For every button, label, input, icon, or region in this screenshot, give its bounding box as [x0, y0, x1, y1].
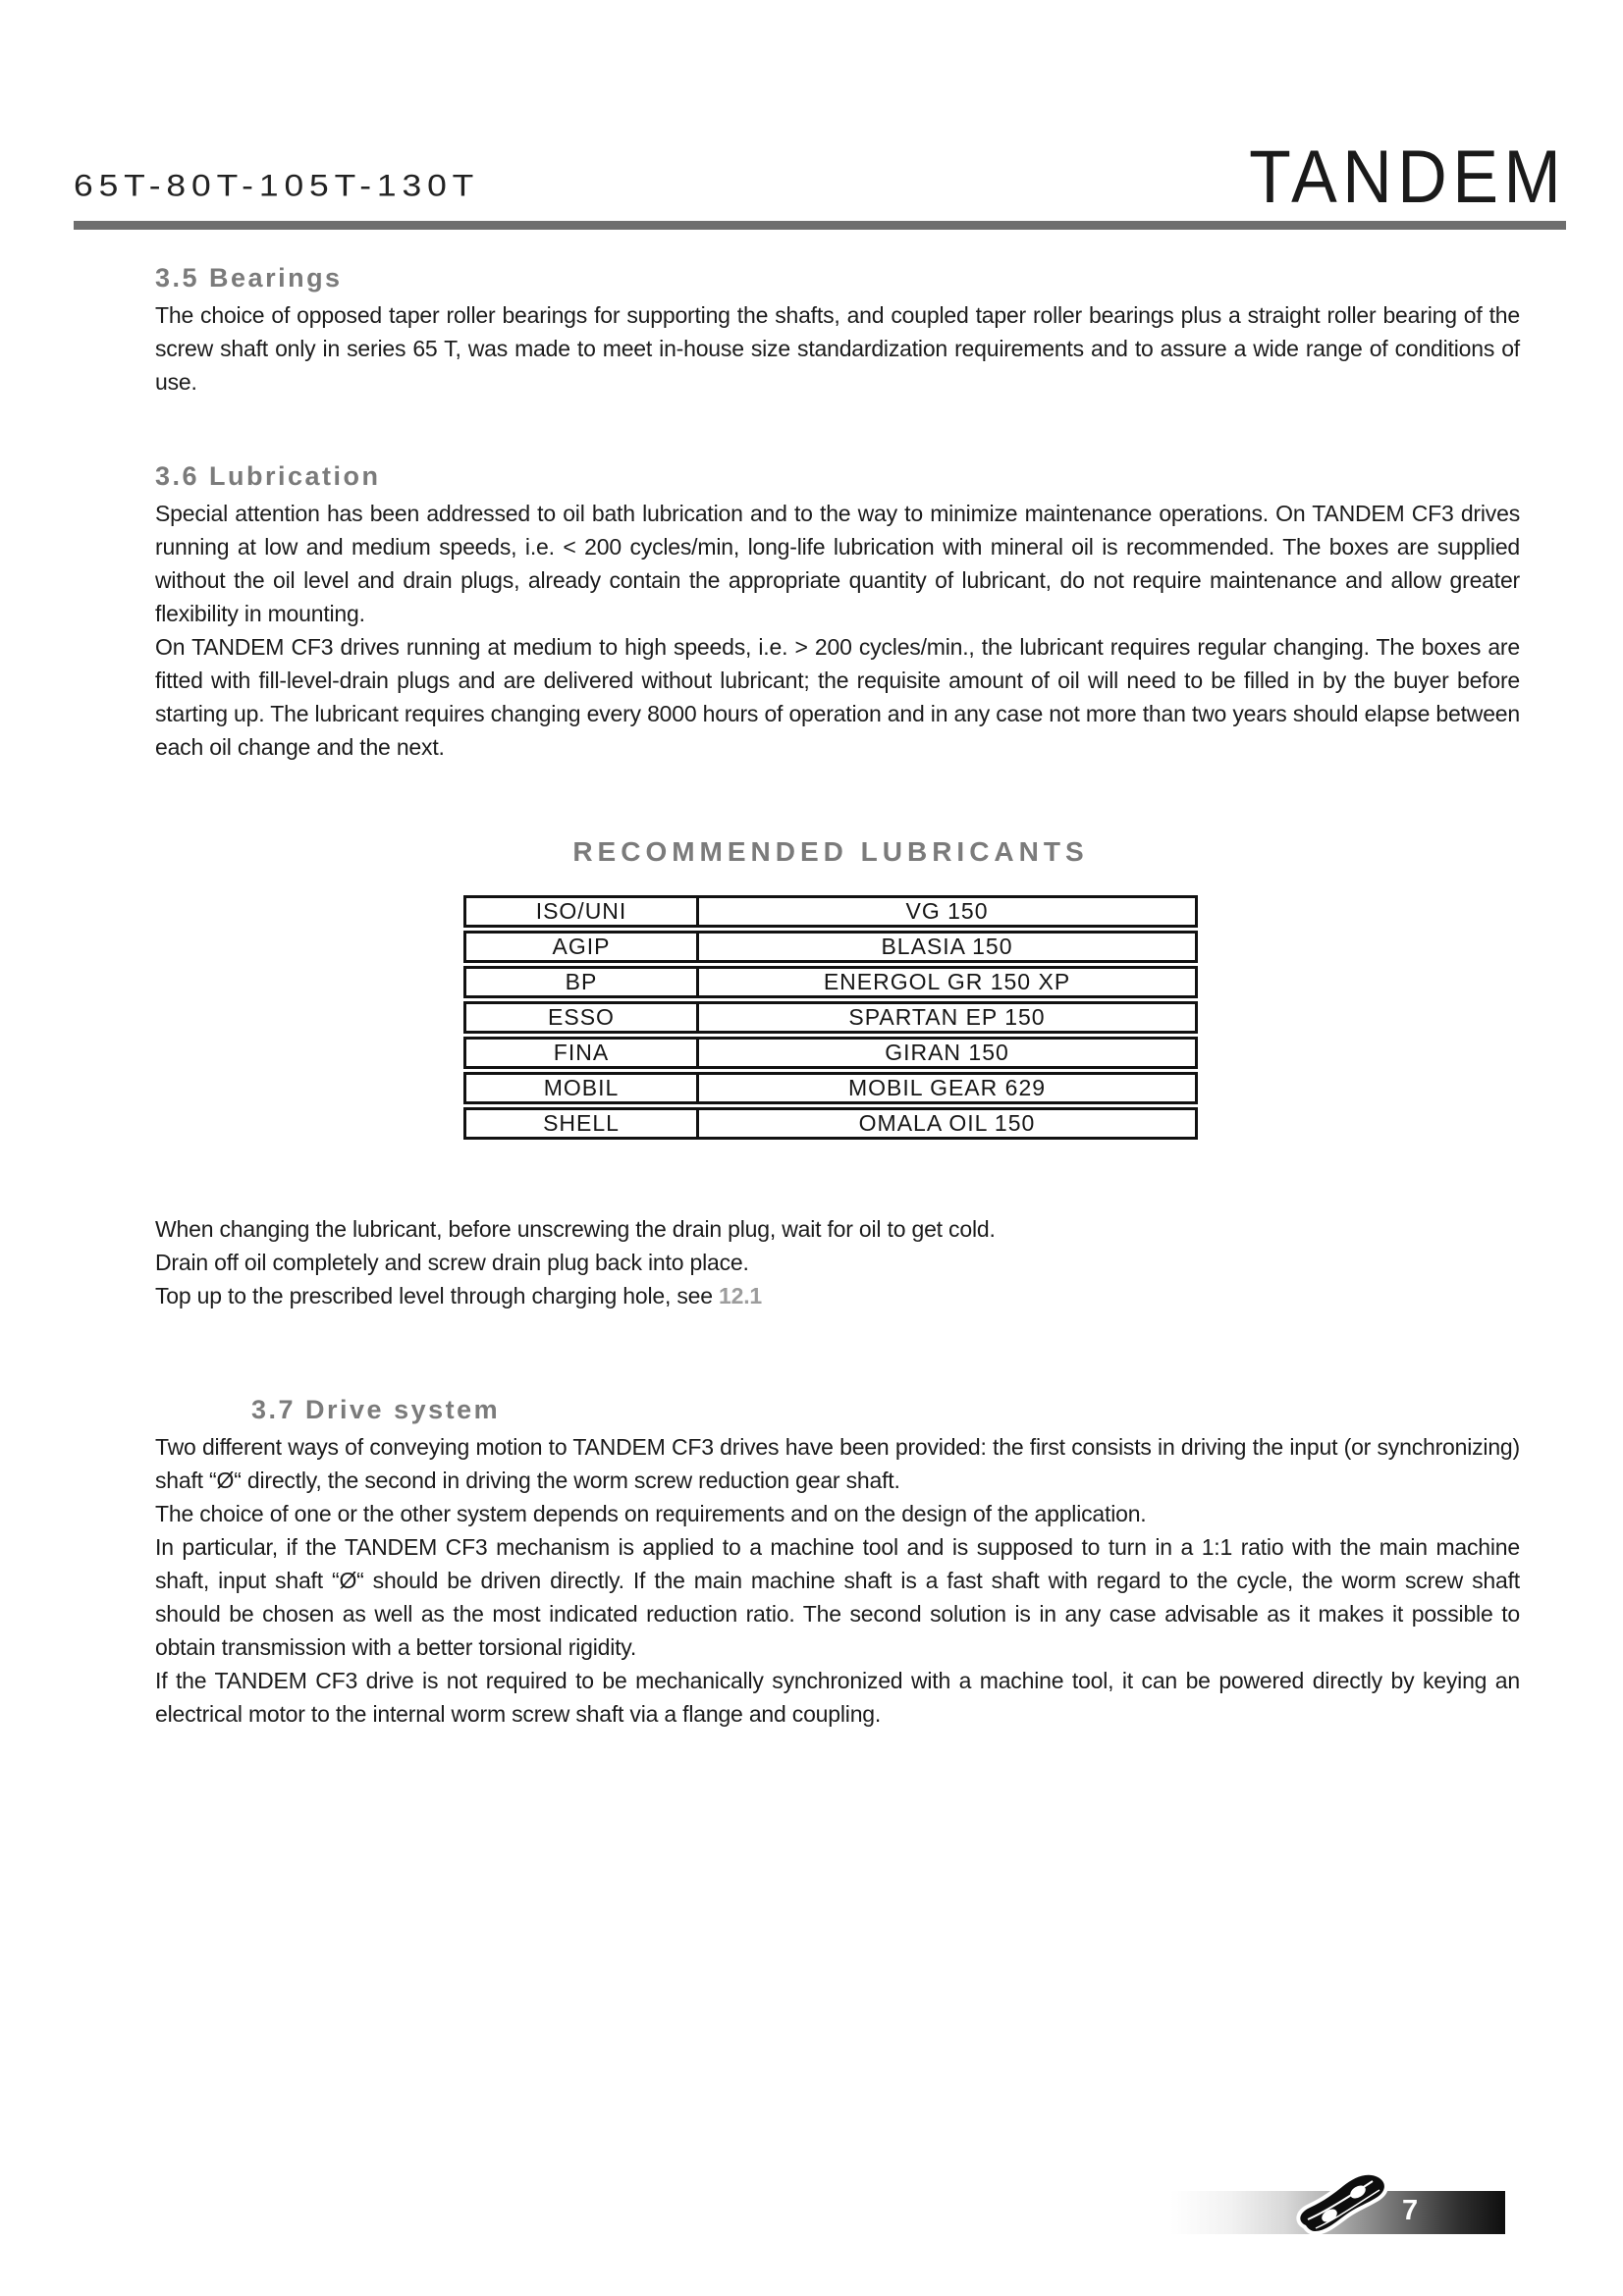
table-row [463, 1107, 1198, 1140]
lubrication-paragraph-2: On TANDEM CF3 drives running at medium to high speeds, i.e. > 200 cycles/min., the lubricant requires regular changing. The boxes are fitted with fill-level-drain plugs and are delivered without lubricant; the requisite amount of oil will need to be filled in by the buyer before starting up. The lubricant requires changing every 8000 hours of operation and in any case not more than two years should elapse between each oil change and the next. [155, 634, 1520, 761]
table-cell-product: ENERGOL GR 150 XP [696, 969, 1195, 995]
note-line-2: Drain off oil completely and screw drain plug back into place. [155, 1250, 749, 1276]
rope-knot-icon [1296, 2170, 1390, 2237]
table-cell-brand: MOBIL [543, 1075, 620, 1101]
table-cell-product: VG 150 [696, 898, 1195, 925]
page-number: 7 [1402, 2195, 1419, 2226]
section-heading-bearings: 3.5 Bearings [155, 263, 343, 294]
table-cell-product: OMALA OIL 150 [696, 1110, 1195, 1137]
note-line-3-text: Top up to the prescribed level through charging hole, see [155, 1283, 720, 1309]
drive-system-paragraph-4: If the TANDEM CF3 drive is not required to be mechanically synchronized with a machine tool, it can be powered directly by keying an electrical motor to the internal worm screw shaft via a flange and coupling. [155, 1668, 1520, 1728]
table-row [463, 1072, 1198, 1104]
drive-system-paragraph-3: In particular, if the TANDEM CF3 mechanism is applied to a machine tool and is supposed to turn in a 1:1 ratio with the main machine shaft, input shaft “Ø“ should be driven directly. If the main machine shaft is a fast shaft with regard to the cycle, the worm screw shaft should be chosen as well as the most indicated reduction ratio. The second solution is in any case advisable as it makes it possible to obtain transmission with a better torsional rigidity. [155, 1534, 1520, 1661]
table-cell-brand: FINA [553, 1040, 610, 1066]
section-12-1-reference[interactable]: 12.1 [719, 1283, 762, 1309]
table-cell-brand: ISO/UNI [535, 898, 627, 925]
note-line-3 [155, 1279, 1520, 1312]
drive-system-paragraph-1: Two different ways of conveying motion to TANDEM CF3 drives have been provided: the first consists in driving the input (or synchronizing) shaft “Ø“ directly, the second in driving the worm screw reduction gear shaft. [155, 1434, 1520, 1494]
section-heading-lubrication: 3.6 Lubrication [155, 461, 381, 492]
page-content [155, 263, 1520, 1731]
lubricants-table [463, 895, 1198, 1140]
lubricant-notes [155, 1212, 1520, 1312]
table-cell-brand: ESSO [548, 1004, 615, 1031]
table-cell-product: GIRAN 150 [696, 1040, 1195, 1066]
page-header [74, 0, 1566, 219]
lubricants-table-title: RECOMMENDED LUBRICANTS [572, 836, 1089, 868]
table-row [463, 931, 1198, 963]
note-line-1: When changing the lubricant, before unscrewing the drain plug, wait for oil to get cold. [155, 1216, 996, 1243]
table-row [463, 1001, 1198, 1034]
bearings-paragraph: The choice of opposed taper roller bearings for supporting the shafts, and coupled taper roller bearings plus a straight roller bearing of the screw shaft only in series 65 T, was made to meet in-house size standardization requirements and to assure a wide range of conditions of use. [155, 302, 1520, 396]
table-cell-product: BLASIA 150 [696, 934, 1195, 960]
table-cell-brand: AGIP [552, 934, 611, 960]
drive-system-paragraph-2: The choice of one or the other system depends on requirements and on the design of the application. [155, 1501, 1147, 1527]
table-cell-product: MOBIL GEAR 629 [696, 1075, 1195, 1101]
table-row [463, 966, 1198, 998]
table-row [463, 895, 1198, 928]
model-range-title: 65T-80T-105T-130T [74, 169, 480, 204]
table-cell-brand: SHELL [543, 1110, 620, 1137]
table-row [463, 1037, 1198, 1069]
table-cell-brand: BP [565, 969, 598, 995]
table-cell-product: SPARTAN EP 150 [696, 1004, 1195, 1031]
section-heading-drive-system: 3.7 Drive system [251, 1395, 501, 1425]
brand-wordmark: TANDEM [1248, 135, 1566, 219]
header-rule [74, 221, 1566, 230]
lubrication-paragraph-1: Special attention has been addressed to oil bath lubrication and to the way to minimize maintenance operations. On TANDEM CF3 drives running at low and medium speeds, i.e. < 200 cycles/min, long-life lubrication with mineral oil is recommended. The boxes are supplied without the oil level and drain plugs, already contain the appropriate quantity of lubricant, do not require maintenance and allow greater flexibility in mounting. [155, 501, 1520, 627]
footer-bar [1170, 2191, 1505, 2234]
lubricants-block [463, 836, 1198, 1140]
